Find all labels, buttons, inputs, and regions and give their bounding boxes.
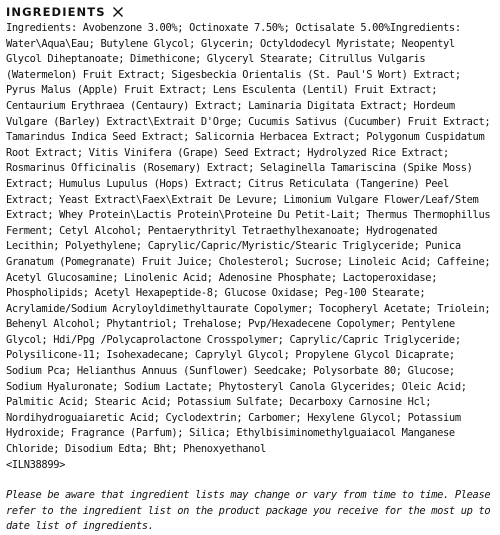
ingredients-list xyxy=(6,21,494,473)
ingredients-header xyxy=(6,4,494,20)
ingredients-disclaimer: Please be aware that ingredient lists may change or vary from time to time. Please refer to the ingredient list on the product package you receive for the most up to date list of ingredients. xyxy=(6,489,491,533)
ingredients-title: INGREDIENTS xyxy=(6,5,106,19)
close-icon[interactable] xyxy=(111,5,125,19)
ingredients-text: Ingredients: Avobenzone 3.00%; Octinoxate 7.50%; Octisalate 5.00%Ingredients: Water\Aqua\Eau; Butylene Glycol; Glycerin; Octyldodecyl Myristate; Neopentyl Glycol Diheptanoate; Dimethicone; Glyceryl Stearate; Citrullus Vulgaris (Watermelon) Fruit Extract; Sigesbeckia Orientalis (St. Paul'S Wort) Extract; Pyrus Malus (Apple) Fruit Extract; Lens Esculenta (Lentil) Fruit Extract; Centaurium Erythraea (Centaury) Extract; Laminaria Digitata Extract; Hordeum Vulgare (Barley) Extract\Extrait D'Orge; Cucumis Sativus (Cucumber) Fruit Extract; Tamarindus Indica Seed Extract; Salicornia Herbacea Extract; Polygonum Cuspidatum Root Extract; Vitis Vinifera (Grape) Seed Extract; Hydrolyzed Rice Extract; Rosmarinus Officinalis (Rosemary) Extract; Selaginella Tamariscina (Spike Moss) Extract; Humulus Lupulus (Hops) Extract; Citrus Reticulata (Tangerine) Peel Extract; Yeast Extract\Faex\Extrait De Levure; Limonium Vulgare Flower/Leaf/Stem Extract; Whey Protein\Lactis Protein\Proteine Du Petit-Lait; Thermus Thermophillus Ferment; Cetyl Alcohol; Pentaerythrityl Tetraethylhexanoate; Hydrogenated Lecithin; Polyethylene; Caprylic/Capric/Myristic/Stearic Triglyceride; Punica Granatum (Pomegranate) Fruit Juice; Cholesterol; Sucrose; Linoleic Acid; Caffeine; Acetyl Glucosamine; Linolenic Acid; Adenosine Phosphate; Lactoperoxidase; Phospholipids; Acetyl Hexapeptide-8; Glucose Oxidase; Peg-100 Stearate; Acrylamide/Sodium Acryloyldimethyltaurate Copolymer; Tocopheryl Acetate; Triolein; Behenyl Alcohol; Phytantriol; Trehalose; Pvp/Hexadecene Copolymer; Pentylene Glycol; Hdi/Ppg /Polycaprolactone Crosspolymer; Caprylic/Capric Triglyceride; Polysilicone-11; Isohexadecane; Caprylyl Glycol; Propylene Glycol Dicaprate; Sodium Pca; Helianthus Annuus (Sunflower) Seedcake; Polysorbate 80; Glucose; Sodium Hyaluronate; Sodium Lactate; Phytosteryl Canola Glycerides; Oleic Acid; Palmitic Acid; Stearic Acid; Potassium Sulfate; Decarboxy Carnosine Hcl; Nordihydroguaiaretic Acid; Cyclodextrin; Carbomer; Hexylene Glycol; Potassium Hydroxide; Fragrance (Parfum); Silica; Ethylbisiminomethylguaiacol Manganese Chloride; Disodium Edta; Bht; Phenoxyethanol xyxy=(6,22,491,456)
product-code: <ILN38899> xyxy=(6,458,66,471)
